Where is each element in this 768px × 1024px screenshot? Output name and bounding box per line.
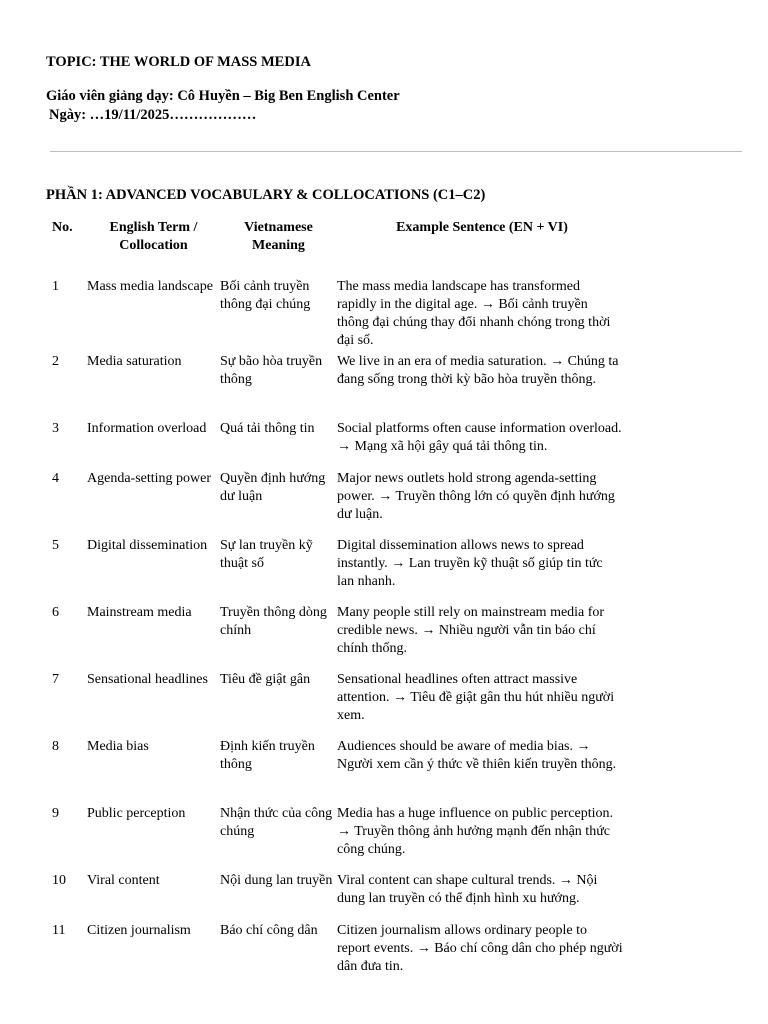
table-row [46,470,627,524]
column-header-english-term: English Term / Collocation [109,220,198,253]
vietnamese-meaning-cell: Sự lan truyền kỹ thuật số [220,538,313,571]
row-number: 1 [52,279,59,294]
row-number: 5 [52,538,59,553]
example-sentence-cell: Audiences should be aware of media bias. → Người xem cần ý thức về thiên kiến truyền thông. [337,739,617,772]
table-row [46,671,627,725]
vocabulary-table [46,219,646,974]
example-sentence-cell: Sensational headlines often attract massive attention. → Tiêu đề giật gân thu hút nhiều người xem. [337,672,615,723]
example-sentence-cell: The mass media landscape has transformed rapidly in the digital age. → Bối cảnh truyền thông đại chúng thay đổi nhanh chóng trong thời đại số. [337,279,611,348]
row-number: 8 [52,739,59,754]
vietnamese-meaning-cell: Quá tải thông tin [220,421,315,436]
row-number: 9 [52,806,59,821]
vietnamese-meaning-cell: Sự bão hòa truyền thông [220,354,323,387]
english-term-cell: Mainstream media [87,605,192,620]
teacher-line: Giáo viên giảng dạy: Cô Huyền – Big Ben English Center [46,88,400,104]
topic-title: TOPIC: THE WORLD OF MASS MEDIA [46,54,311,70]
section-title: PHẦN 1: ADVANCED VOCABULARY & COLLOCATIONS (C1–C2) [46,187,486,203]
english-term-cell: Viral content [87,873,160,888]
example-sentence-cell: Social platforms often cause information overload. → Mạng xã hội gây quá tải thông tin. [337,421,622,454]
english-term-cell: Information overload [87,421,207,436]
vietnamese-meaning-cell: Nội dung lan truyền [220,873,333,888]
example-sentence-cell: Media has a huge influence on public perception. → Truyền thông ảnh hưởng mạnh đến nhận thức công chúng. [337,806,614,857]
table-row [46,922,627,976]
vietnamese-meaning-cell: Bối cảnh truyền thông đại chúng [220,279,311,312]
example-sentence-cell: Viral content can shape cultural trends. → Nội dung lan truyền có thể định hình xu hướng. [337,873,598,906]
table-row [46,738,627,774]
english-term-cell: Citizen journalism [87,923,191,938]
row-number: 3 [52,421,59,436]
english-term-cell: Agenda-setting power [87,471,212,486]
table-row [46,353,627,389]
column-header-no: No. [52,220,73,235]
table-row [46,420,627,456]
column-header-example-sentence: Example Sentence (EN + VI) [396,220,568,235]
row-number: 2 [52,354,59,369]
example-sentence-cell: Many people still rely on mainstream media for credible news. → Nhiều người vẫn tin báo chí chính thống. [337,605,605,656]
table-row [46,872,627,908]
english-term-cell: Media bias [87,739,149,754]
row-number: 4 [52,471,59,486]
horizontal-divider [50,151,742,152]
example-sentence-cell: Citizen journalism allows ordinary people to report events. → Báo chí công dân cho phép người dân đưa tin. [337,923,623,974]
english-term-cell: Mass media landscape [87,279,213,294]
vietnamese-meaning-cell: Nhận thức của công chúng [220,806,333,839]
date-line: Ngày: …19/11/2025……………… [49,107,257,123]
table-header-row [46,219,646,269]
vietnamese-meaning-cell: Truyền thông dòng chính [220,605,327,638]
example-sentence-cell: We live in an era of media saturation. → Chúng ta đang sống trong thời kỳ bão hòa truyền thông. [337,354,619,387]
vietnamese-meaning-cell: Tiêu đề giật gân [220,672,311,687]
example-sentence-cell: Major news outlets hold strong agenda-setting power. → Truyền thông lớn có quyền định hướng dư luận. [337,471,615,522]
row-number: 11 [52,923,66,938]
table-row [46,604,627,658]
english-term-cell: Media saturation [87,354,182,369]
row-number: 10 [52,873,66,888]
table-row [46,537,627,591]
english-term-cell: Public perception [87,806,186,821]
english-term-cell: Digital dissemination [87,538,208,553]
vietnamese-meaning-cell: Quyền định hướng dư luận [220,471,326,504]
example-sentence-cell: Digital dissemination allows news to spread instantly. → Lan truyền kỹ thuật số giúp tin tức lan nhanh. [337,538,603,589]
vietnamese-meaning-cell: Định kiến truyền thông [220,739,315,772]
row-number: 7 [52,672,59,687]
english-term-cell: Sensational headlines [87,672,208,687]
vietnamese-meaning-cell: Báo chí công dân [220,923,318,938]
column-header-vietnamese-meaning: Vietnamese Meaning [244,220,313,253]
row-number: 6 [52,605,59,620]
table-row [46,278,627,350]
table-row [46,805,627,859]
